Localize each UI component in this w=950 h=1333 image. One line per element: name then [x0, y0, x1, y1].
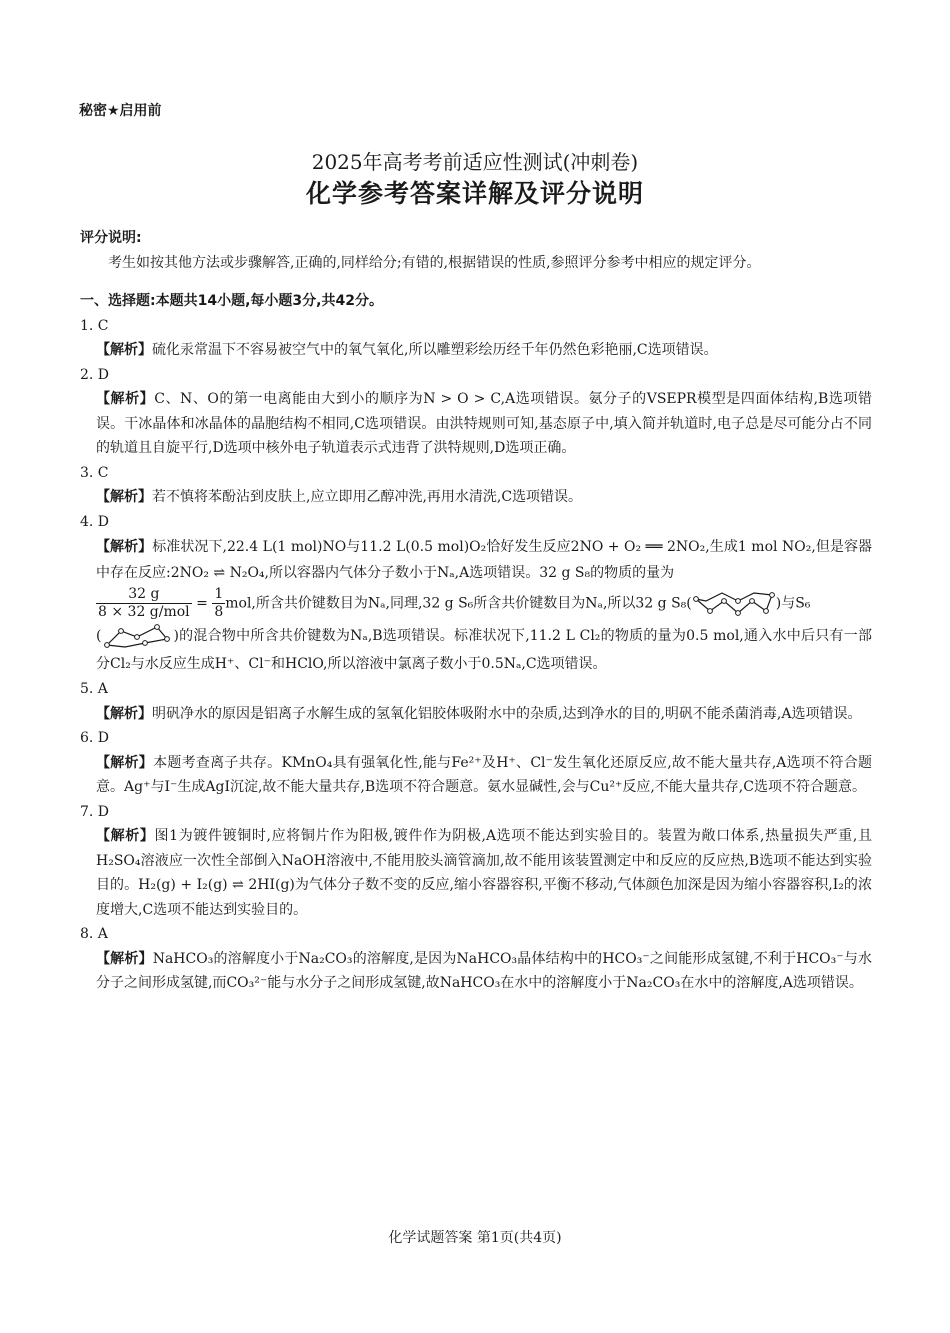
- fraction-denominator: 8 × 32 g/mol: [98, 604, 190, 620]
- explanation-text: 图1为镀件镀铜时,应将铜片作为阳极,镀件作为阴极,A选项不能达到实验目的。装置为敞口体系,热量损失严重,且H₂SO₄溶液应一次性全部倒入NaOH溶液中,不能用胶头滴管滴加,故不能用该装置测定中和反应的反应热,B选项不能达到实验目的。H₂(g) + I₂(g) ⇌ 2HI(g)为气体分子数不变的反应,缩小容器容积,平衡不移动,气体颜色加深是因为缩小容器容积,I₂的浓度增大,C选项不能达到实验目的。: [96, 828, 872, 918]
- explanation-text: )与S₆: [775, 595, 811, 612]
- question-number: 2. D: [80, 366, 110, 383]
- fraction: [212, 586, 225, 621]
- explanation: [80, 947, 872, 996]
- explanation-text: 若不慎将苯酚沾到皮肤上,应立即用乙醇冲洗,再用水清洗,C选项错误。: [152, 489, 583, 505]
- grading-text: 考生如按其他方法或步骤解答,正确的,同样给分;有错的,根据错误的性质,参照评分参考中相应的规定评分。: [108, 254, 761, 271]
- fraction-denominator: 8: [214, 604, 224, 620]
- explanation-text: NaHCO₃的溶解度小于Na₂CO₃的溶解度,是因为NaHCO₃晶体结构中的HCO₃⁻之间能形成氢键,不利于HCO₃⁻与水分子之间形成氢键,而CO₃²⁻能与水分子之间形成氢键,故NaHCO₃在水中的溶解度小于Na₂CO₃在水中的溶解度,A选项错误。: [96, 950, 873, 991]
- explanation-text: 硫化汞常温下不容易被空气中的氧气氧化,所以雕塑彩绘历经千年仍然色彩艳丽,C选项错误。: [152, 342, 718, 358]
- explanation-text: )的混合物中所含共价键数为Nₐ,B选项错误。标准状况下,11.2 L Cl₂的物质的量为0.5 mol,通入水中后只有一部分Cl₂与水反应生成H⁺、Cl⁻和HClO,所以溶液中氯离子数小于0.5Nₐ,C选项错误。: [96, 628, 872, 672]
- question-number: 6. D: [80, 730, 110, 746]
- s8-ring-icon: [692, 589, 776, 619]
- explanation: [80, 534, 872, 677]
- section-heading: 一、选择题:本题共14小题,每小题3分,共42分。: [80, 293, 383, 309]
- analysis-tag: 【解析】: [96, 828, 155, 844]
- s6-ring-icon: [101, 621, 173, 651]
- explanation-text: 明矾净水的原因是铝离子水解生成的氢氧化铝胶体吸附水中的杂质,达到净水的目的,明矾不能杀菌消毒,A选项错误。: [152, 705, 862, 722]
- content: [80, 226, 872, 996]
- fraction-numerator: 32 g: [96, 586, 192, 604]
- fraction-numerator: 1: [214, 586, 224, 602]
- explanation: [80, 702, 872, 727]
- analysis-tag: 【解析】: [96, 489, 152, 505]
- question-number: 1. C: [80, 317, 109, 334]
- analysis-tag: 【解析】: [96, 754, 154, 771]
- analysis-tag: 【解析】: [96, 705, 152, 722]
- explanation: [80, 485, 872, 510]
- analysis-tag: 【解析】: [96, 539, 153, 555]
- doc-subtitle: 化学参考答案详解及评分说明: [305, 179, 644, 208]
- question-number: 3. C: [80, 464, 109, 481]
- analysis-tag: 【解析】: [96, 342, 152, 358]
- explanation: [80, 751, 872, 800]
- grading-heading: 评分说明:: [80, 230, 142, 246]
- explanation-text: (: [96, 628, 102, 644]
- explanation: [80, 824, 872, 922]
- explanation-text: mol,所含共价键数目为Nₐ,同理,32 g S₆所含共价键数目为Nₐ,所以32 g S₈(: [225, 595, 692, 612]
- analysis-tag: 【解析】: [96, 950, 153, 967]
- exam-title: 2025年高考考前适应性测试(冲刺卷): [311, 150, 639, 174]
- equals-sign: =: [196, 595, 208, 612]
- explanation-text: 标准状况下,22.4 L(1 mol)NO与11.2 L(0.5 mol)O₂恰好发生反应2NO + O₂ ══ 2NO₂,生成1 mol NO₂,但是容器中存在反应:2NO₂ ⇌ N₂O₄,所以容器内气体分子数小于Nₐ,A选项错误。32 g S₈的物质的量为: [96, 539, 872, 581]
- secret-label: 秘密★启用前: [79, 103, 162, 119]
- question-number: 5. A: [80, 681, 108, 697]
- question-number: 4. D: [80, 513, 110, 530]
- analysis-tag: 【解析】: [96, 391, 155, 407]
- page-footer: 化学试题答案 第1页(共4页): [388, 1230, 562, 1246]
- explanation: [80, 338, 872, 363]
- explanation: [80, 387, 872, 461]
- explanation-text: 本题考查离子共存。KMnO₄具有强氧化性,能与Fe²⁺及H⁺、Cl⁻发生氧化还原反应,故不能大量共存,A选项不符合题意。Ag⁺与I⁻生成AgI沉淀,故不能大量共存,B选项不符合题意。氨水显碱性,会与Cu²⁺反应,不能大量共存,C选项不符合题意。: [96, 754, 872, 795]
- question-number: 7. D: [80, 803, 110, 820]
- explanation-text: C、N、O的第一电离能由大到小的顺序为N > O > C,A选项错误。氨分子的VSEPR模型是四面体结构,B选项错误。干冰晶体和冰晶体的晶胞结构不相同,C选项错误。由洪特规则可知,基态原子中,填入简并轨道时,电子总是尽可能分占不同的轨道且自旋平行,D选项中核外电子轨道表示式违背了洪特规则,D选项正确。: [96, 391, 872, 456]
- question-number: 8. A: [80, 926, 108, 942]
- fraction: [96, 586, 192, 621]
